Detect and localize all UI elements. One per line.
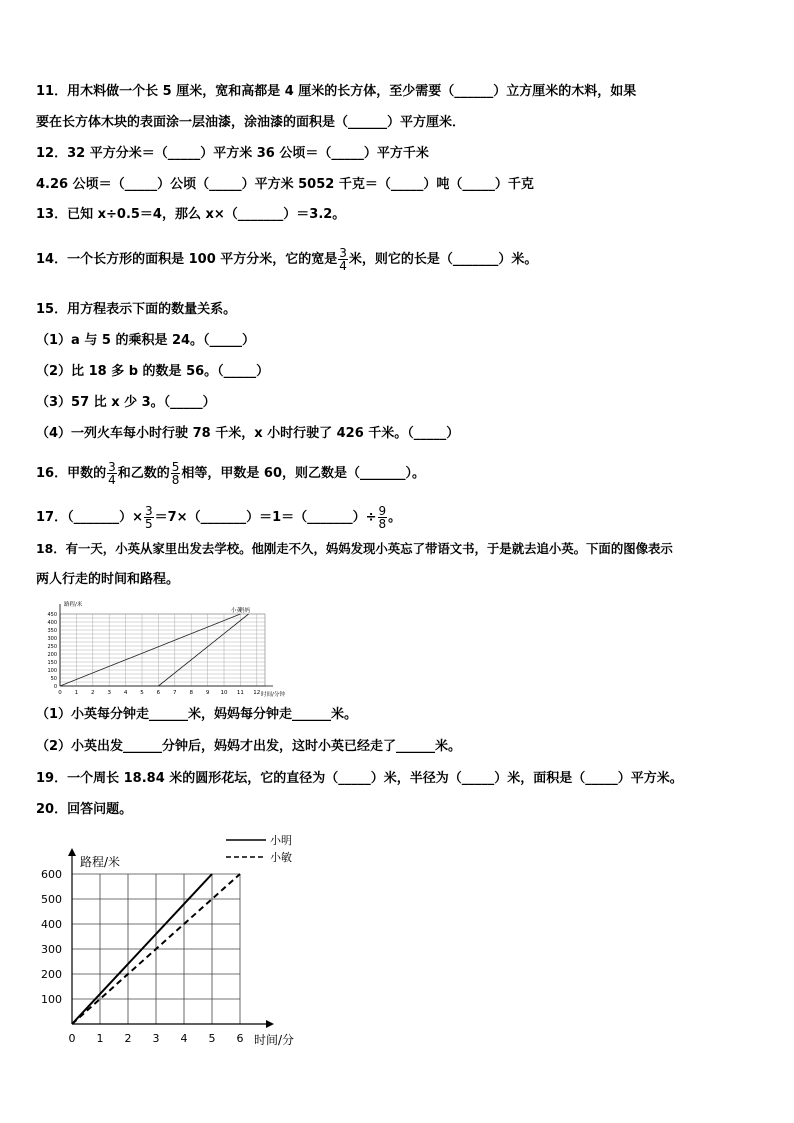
x-tick-label: 0: [58, 690, 62, 696]
q19: 19．一个周长 18.84 米的圆形花坛，它的直径为（_____）米，半径为（_____）米，面积是（_____）平方米。: [36, 771, 683, 786]
q13: 13．已知 x÷0.5＝4，那么 x×（_______）＝3.2。: [36, 207, 346, 222]
q15-title: 15．用方程表示下面的数量关系。: [36, 302, 237, 317]
q16: [36, 461, 425, 486]
y-tick-label: 400: [41, 918, 62, 931]
distance-time-chart-2: [30, 828, 320, 1058]
q18-line1: 18．有一天，小英从家里出发去学校。他刚走不久，妈妈发现小英忘了带语文书，于是就去追小英。下面的图像表示: [36, 541, 673, 556]
y-tick-label: 50: [50, 676, 57, 682]
x-tick-label: 2: [91, 690, 95, 696]
y-tick-label: 0: [53, 684, 57, 690]
y-tick-label: 200: [41, 968, 62, 981]
x-tick-label: 10: [220, 690, 228, 696]
q18-sub2: （2）小英出发______分钟后，妈妈才出发，这时小英已经走了______米。: [36, 739, 462, 754]
x-tick-label: 7: [173, 690, 177, 696]
y-axis-label: 路程/米: [80, 855, 121, 869]
fraction-denominator: 8: [378, 517, 387, 531]
distance-time-chart-1: [36, 598, 285, 700]
x-tick-label: 8: [189, 690, 193, 696]
fraction-numerator: 3: [144, 504, 153, 518]
fraction-numerator: 3: [339, 246, 347, 260]
x-tick-label: 9: [205, 690, 210, 696]
q12-line1: 12．32 平方分米＝（_____）平方米 36 公顷＝（_____）平方千米: [36, 146, 429, 161]
y-tick-label: 200: [47, 652, 57, 658]
x-tick-label: 1: [74, 690, 79, 696]
x-tick-label: 1: [96, 1032, 104, 1045]
fraction: [338, 247, 348, 272]
q11-line1: 11．用木料做一个长 5 厘米，宽和高都是 4 厘米的长方体，至少需要（______）立方厘米的木料，如果: [36, 84, 637, 99]
q17-pre: 17．（_______）×: [36, 510, 143, 525]
x-tick-label: 0: [68, 1032, 76, 1045]
x-tick-label: 4: [180, 1032, 188, 1045]
x-axis-arrow-icon: [266, 1020, 274, 1028]
q12-line2: 4.26 公顷＝（_____）公顷（_____）平方米 5052 千克＝（_____）吨（_____）千克: [36, 177, 534, 192]
fraction-denominator: 4: [108, 473, 116, 487]
y-tick-label: 150: [47, 660, 57, 666]
x-tick-label: 3: [152, 1032, 160, 1045]
y-tick-label: 300: [47, 636, 57, 642]
q16-mid: 和乙数的: [117, 466, 170, 481]
y-tick-label: 350: [47, 628, 57, 634]
legend-xiaomin-label: 小敏: [270, 851, 292, 864]
q18-line2: 两人行走的时间和路程。: [36, 572, 180, 587]
fraction-denominator: 4: [339, 259, 347, 273]
y-tick-label: 450: [47, 612, 57, 618]
x-tick-label: 12: [253, 690, 261, 696]
x-tick-label: 2: [124, 1032, 132, 1045]
y-axis-arrow-icon: [68, 848, 76, 856]
series-label: 妈妈: [239, 608, 251, 614]
q18-sub1: （1）小英每分钟走______米，妈妈每分钟走______米。: [36, 707, 358, 722]
fraction: [144, 505, 154, 530]
q20: 20．回答问题。: [36, 802, 133, 817]
q16-post: 相等，甲数是 60，则乙数是（_______）。: [181, 466, 426, 481]
x-tick-label: 6: [156, 690, 161, 696]
q15-item-4: （4）一列火车每小时行驶 78 千米，x 小时行驶了 426 千米。（_____）: [36, 426, 460, 441]
x-tick-label: 6: [236, 1032, 244, 1045]
fraction: [171, 461, 181, 486]
x-tick-label: 11: [236, 690, 244, 696]
q14-pre: 14．一个长方形的面积是 100 平方分米，它的宽是: [36, 252, 338, 267]
fraction-numerator: 9: [378, 504, 387, 518]
fraction-numerator: 5: [171, 460, 180, 474]
y-tick-label: 600: [41, 868, 62, 881]
x-tick-label: 3: [107, 690, 111, 696]
y-tick-label: 100: [47, 668, 57, 674]
x-axis-label: 时间/分钟: [261, 692, 285, 698]
q17: [36, 505, 401, 530]
fraction: [107, 461, 117, 486]
q14-post: 米，则它的长是（_______）米。: [348, 252, 538, 267]
y-tick-label: 100: [41, 993, 62, 1006]
q15-item-1: （1）a 与 5 的乘积是 24。（_____）: [36, 333, 256, 348]
legend-xiaoming-label: 小明: [270, 834, 292, 847]
x-tick-label: 5: [140, 690, 144, 696]
y-axis-label: 路程/米: [64, 602, 83, 608]
y-tick-label: 250: [47, 644, 57, 650]
q11-line2: 要在长方体木块的表面涂一层油漆，涂油漆的面积是（______）平方厘米．: [36, 115, 466, 130]
q17-mid: ＝7×（_______）＝1＝（_______）÷: [154, 510, 377, 525]
x-tick-label: 5: [208, 1032, 216, 1045]
x-axis-label: 时间/分: [254, 1033, 295, 1047]
q15-item-2: （2）比 18 多 b 的数是 56。（_____）: [36, 364, 270, 379]
y-tick-label: 500: [41, 893, 62, 906]
q15-item-3: （3）57 比 x 少 3。（_____）: [36, 395, 216, 410]
series-label: 小英: [230, 608, 242, 614]
y-tick-label: 300: [41, 943, 62, 956]
q14: [36, 247, 537, 272]
y-tick-label: 400: [47, 620, 57, 626]
fraction-numerator: 3: [108, 460, 116, 474]
x-tick-label: 4: [123, 690, 128, 696]
fraction-denominator: 5: [144, 517, 153, 531]
q16-pre: 16．甲数的: [36, 466, 107, 481]
fraction-denominator: 8: [171, 473, 180, 487]
fraction: [378, 505, 388, 530]
q17-post: 。: [388, 510, 402, 525]
